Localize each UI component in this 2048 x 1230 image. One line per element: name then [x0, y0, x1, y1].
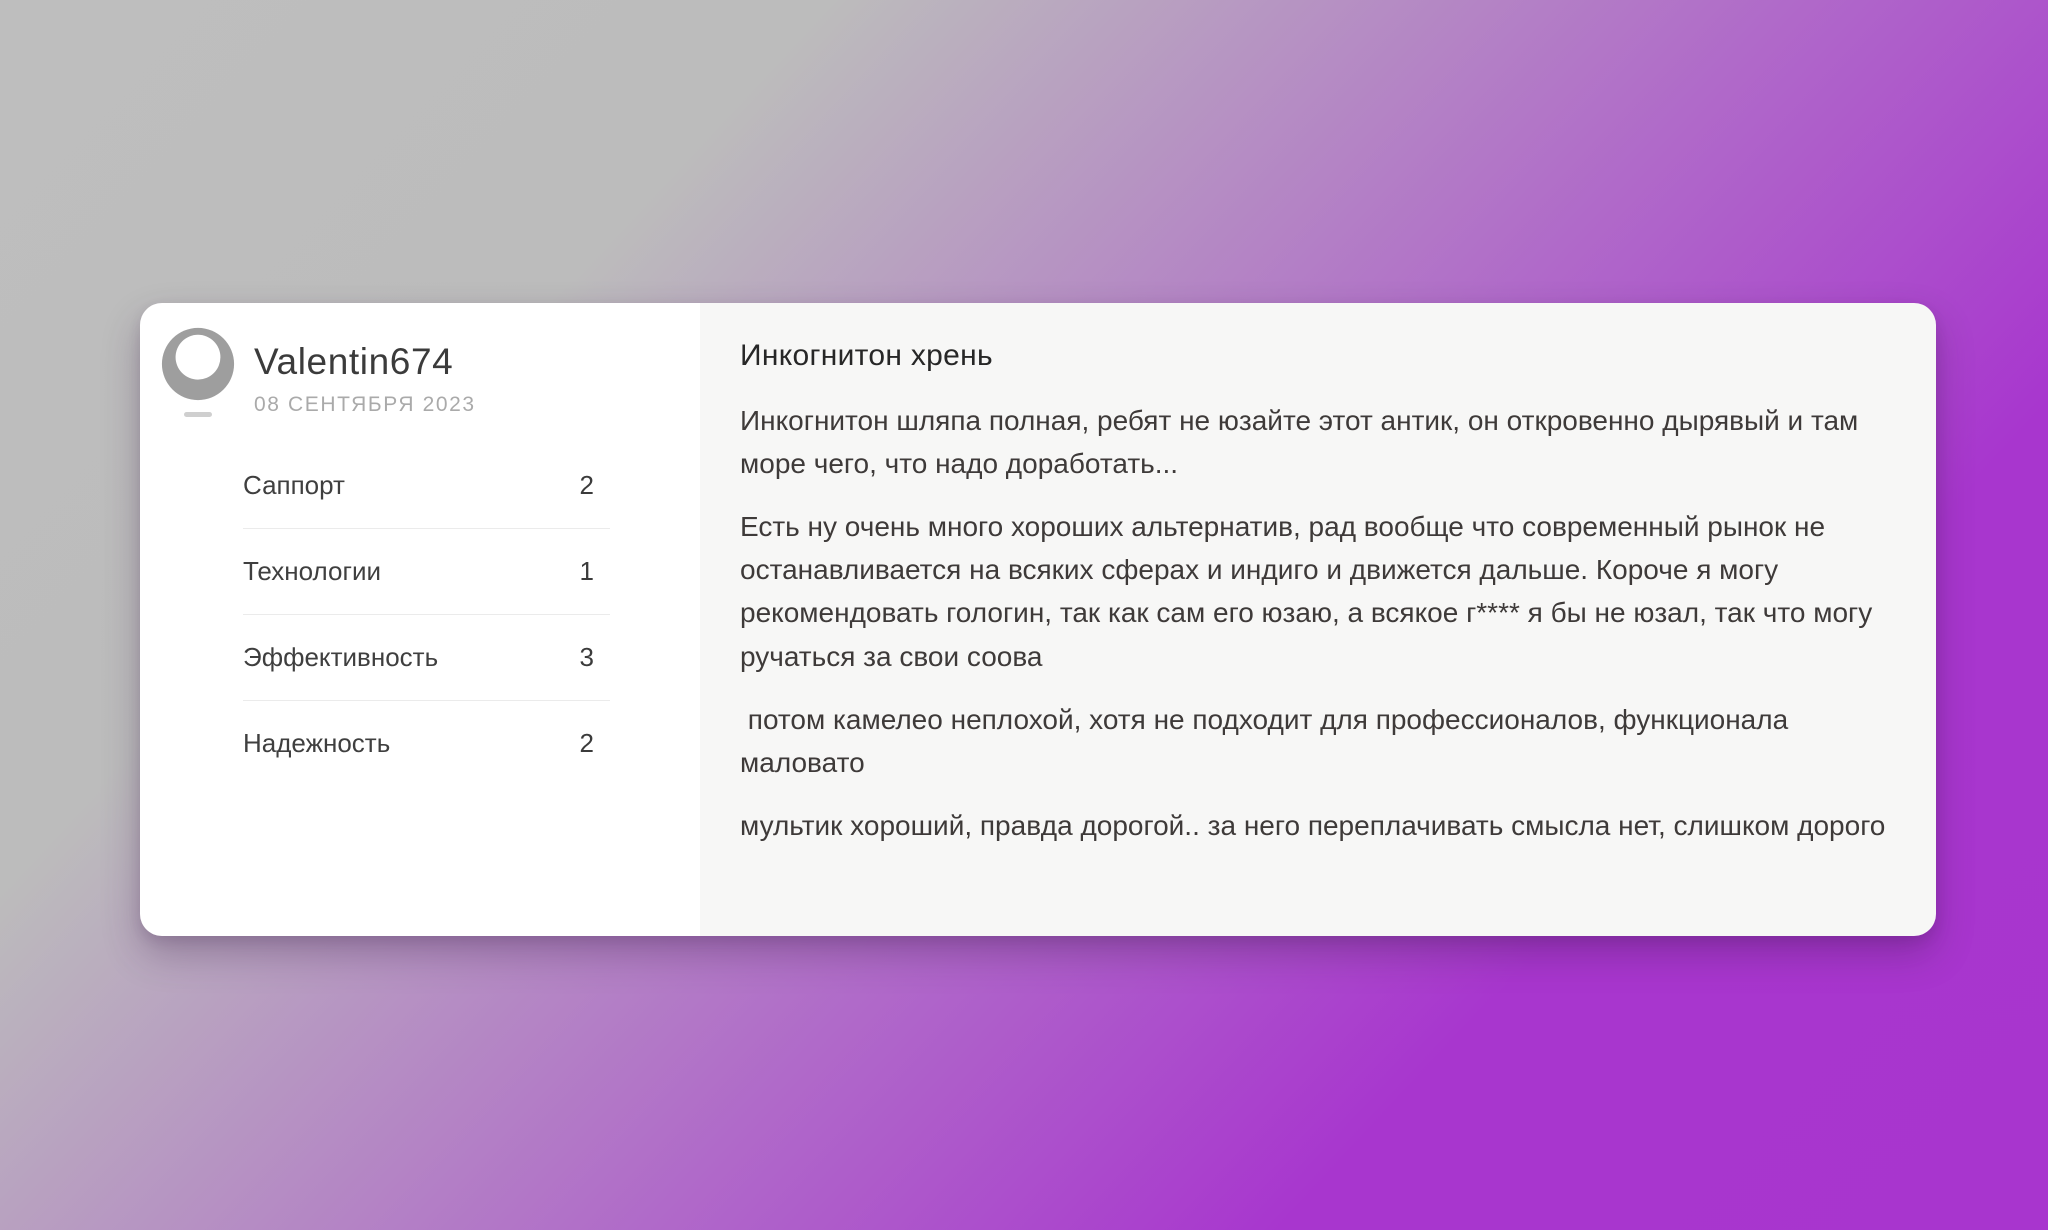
- rating-value: 1: [579, 556, 594, 586]
- rating-value: 2: [579, 470, 594, 500]
- rating-list: [243, 443, 610, 786]
- review-paragraph: мультик хороший, правда дорогой.. за него переплачивать смысла нет, слишком дорого: [740, 809, 1886, 841]
- rating-label: Эффективность: [243, 642, 439, 672]
- rating-label: Надежность: [243, 728, 391, 758]
- rating-value: 3: [579, 642, 594, 672]
- rating-row-technologies: [243, 529, 610, 615]
- review-paragraph: потом камелео неплохой, хотя не подходит для профессионалов, функционала маловато: [740, 703, 1796, 778]
- user-avatar-icon: [159, 325, 237, 403]
- reviewer-username: Valentin674: [254, 341, 454, 382]
- review-date: 08 СЕНТЯБРЯ 2023: [254, 393, 476, 416]
- avatar-underline-dash: [184, 412, 212, 417]
- review-content: [700, 303, 1936, 936]
- review-paragraph: Инкогнитон шляпа полная, ребят не юзайте этот антик, он откровенно дырявый и там море чего, что надо доработать...: [740, 405, 1867, 480]
- review-sidebar: [140, 303, 700, 936]
- rating-row-reliability: [243, 701, 610, 786]
- review-card: [140, 303, 1936, 936]
- rating-value: 2: [579, 728, 594, 758]
- user-header: [140, 325, 700, 417]
- user-info: [254, 325, 476, 417]
- rating-row-support: [243, 443, 610, 529]
- rating-label: Саппорт: [243, 470, 345, 500]
- review-title: Инкогнитон хрень: [740, 339, 993, 372]
- rating-row-effectiveness: [243, 615, 610, 701]
- review-paragraph: Есть ну очень много хороших альтернатив, рад вообще что современный рынок не останавливается на всяких сферах и индиго и движется дальше. Короче я могу рекомендовать гологин, так как сам его юзаю, а всякое г**** я бы не юзал, так что могу ручаться за свои соова: [740, 511, 1881, 672]
- avatar-column: [152, 325, 244, 417]
- rating-label: Технологии: [243, 556, 382, 586]
